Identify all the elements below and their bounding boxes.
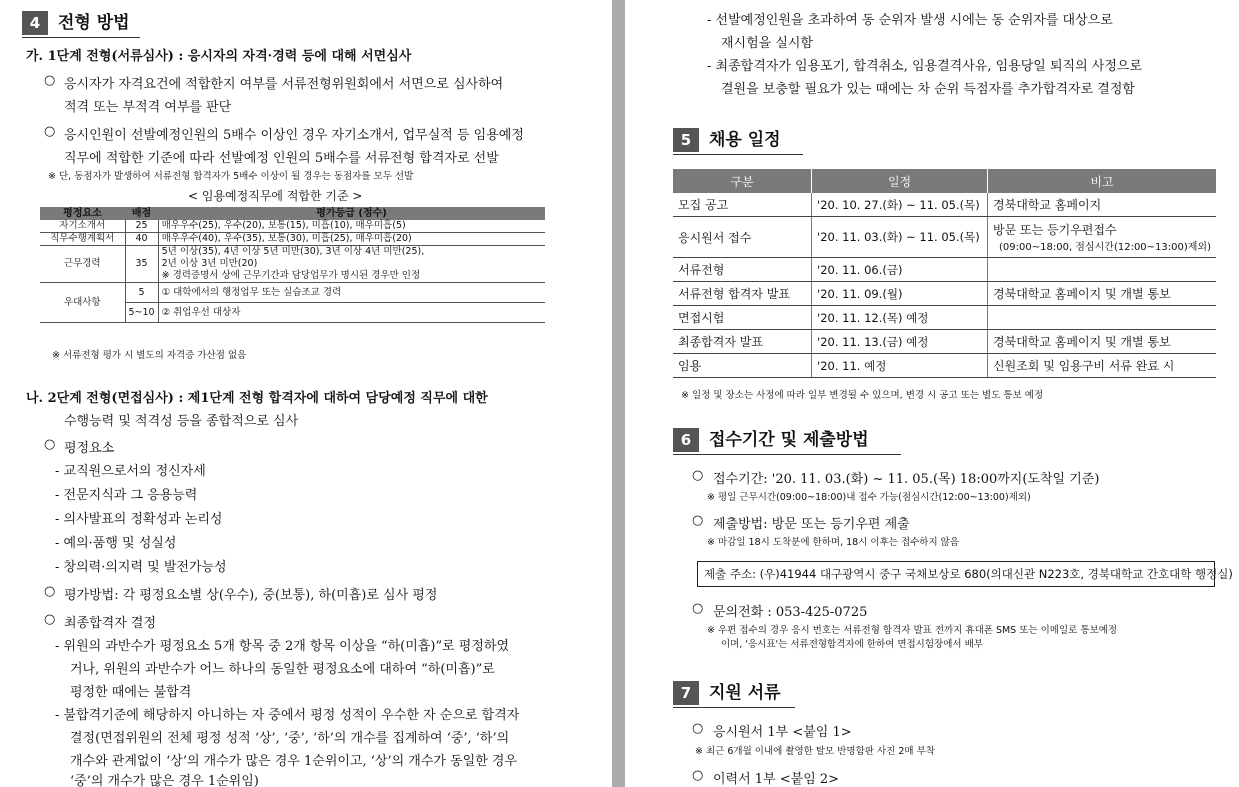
- table-row: [40, 233, 545, 246]
- factor-cell: 직무수행계획서: [40, 233, 125, 246]
- table-row: [40, 220, 545, 233]
- stage1-line: 직무에 적합한 기준에 따라 선발예정 인원의 5배수를 서류전형 합격자로 선발: [64, 151, 499, 166]
- note-cell: [988, 306, 1216, 330]
- final-line: 거나, 위원의 과반수가 어느 하나의 동일한 평정요소에 대하여 “하(미흡)”로: [70, 662, 495, 677]
- item-cell: 임용: [673, 354, 812, 378]
- section-title: 접수기간 및 제출방법: [709, 430, 869, 450]
- schedule-note: ※ 일정 및 장소는 사정에 따라 일부 변경될 수 있으며, 변경 시 공고 또는 별도 통보 예정: [681, 390, 1044, 401]
- schedule-table: [673, 169, 1216, 378]
- table-header: 평가등급 (점수): [158, 207, 545, 220]
- table-row: [673, 193, 1216, 217]
- stage1-line: 적격 또는 부적격 여부를 판단: [64, 100, 232, 115]
- item-cell: 서류전형 합격자 발표: [673, 282, 812, 306]
- contact-text: 문의전화 : 053-425-0725: [713, 605, 868, 620]
- section-5-header: [673, 128, 873, 154]
- section-6-header: [673, 428, 933, 454]
- section-4-header: [22, 11, 222, 37]
- final-label: 최종합격자 결정: [64, 616, 157, 631]
- stage1-heading: 가. 1단계 전형(서류심사) : 응시자의 자격·경력 등에 대해 서면심사: [26, 49, 412, 64]
- address-box: 제출 주소: (우)41944 대구광역시 중구 국채보상로 680(의대신관 N223호, 경북대학교 간호대학 행정실): [697, 561, 1215, 587]
- date-cell: '20. 11. 09.(월): [812, 282, 988, 306]
- rank-line: 결원을 보충할 필요가 있는 때에는 차 순위 득점자를 추가합격자로 결정함: [721, 82, 1135, 97]
- stage1-line: 응시자가 자격요건에 적합한지 여부를 서류전형위원회에서 서면으로 심사하여: [64, 77, 504, 92]
- table-row: [40, 246, 545, 283]
- note-line: (09:00~18:00, 점심시간(12:00~13:00)제외): [999, 242, 1211, 253]
- contact-note: 이며, '응시표'는 서류전형합격자에 한하여 면접시험장에서 배부: [721, 639, 983, 650]
- item-cell: 모집 공고: [673, 193, 812, 217]
- score-cell: 5: [125, 283, 158, 303]
- bullet-circle: ○: [692, 601, 704, 616]
- evaluation-table: [40, 207, 545, 323]
- bullet-circle: ○: [692, 768, 704, 783]
- table-row: [673, 330, 1216, 354]
- factor-cell: 자기소개서: [40, 220, 125, 233]
- submit-text: 제출방법: 방문 또는 등기우편 제출: [713, 517, 910, 532]
- period-note: ※ 평일 근무시간(09:00~18:00)내 접수 가능(점심시간(12:00~13:00)제외): [707, 492, 1031, 503]
- submit-note: ※ 마감일 18시 도착분에 한하며, 18시 이후는 접수하지 않음: [707, 537, 960, 548]
- date-cell: '20. 11. 06.(금): [812, 258, 988, 282]
- section-7-header: [673, 681, 873, 707]
- grade-cell: 매우우수(25), 우수(20), 보통(15), 미흡(10), 매우미흡(5): [158, 220, 545, 233]
- stage1-note: ※ 단, 동점자가 발생하여 서류전형 합격자가 5배수 이상이 될 경우는 동점자를 모두 선발: [48, 171, 414, 182]
- score-cell: 5~10: [125, 303, 158, 323]
- final-line: 결정(면접위원의 전체 평정 성적 ‘상’, ‘중’, ‘하’의 개수를 집계하여 ‘중’, ‘하’의: [70, 731, 510, 746]
- section-title: 채용 일정: [709, 130, 781, 150]
- table-note: ※ 서류전형 평가 시 별도의 자격증 가산점 없음: [52, 350, 247, 361]
- section-title: 전형 방법: [58, 13, 130, 33]
- right-page: [625, 0, 1239, 787]
- table-row: [40, 283, 545, 303]
- table-header: 일정: [812, 169, 988, 193]
- rank-line: - 최종합격자가 임용포기, 합격취소, 임용결격사유, 임용당일 퇴직의 사정으로: [707, 59, 1143, 74]
- table-header: 구분: [673, 169, 812, 193]
- stage2-heading: 나. 2단계 전형(면접심사) : 제1단계 전형 합격자에 대하여 담당예정 직무에 대한: [26, 391, 488, 406]
- stage2-heading-cont: 수행능력 및 적격성 등을 종합적으로 심사: [64, 414, 299, 429]
- note-cell: [988, 217, 1216, 258]
- doc-item: 이력서 1부 <붙임 2>: [713, 772, 840, 787]
- criteria-item: - 예의·품행 및 성실성: [55, 536, 177, 551]
- table-row: [673, 306, 1216, 330]
- final-line: 평정한 때에는 불합격: [70, 685, 192, 700]
- date-cell: '20. 11. 13.(금) 예정: [812, 330, 988, 354]
- bullet-circle: ○: [44, 612, 56, 627]
- doc-note: ※ 최근 6개월 이내에 촬영한 탈모 반명함판 사진 2매 부착: [695, 746, 935, 757]
- date-cell: '20. 11. 12.(목) 예정: [812, 306, 988, 330]
- stage1-line: 응시인원이 선발예정인원의 5배수 이상인 경우 자기소개서, 업무실적 등 임용예정: [64, 128, 524, 143]
- grade-cell: ② 취업우선 대상자: [158, 303, 545, 323]
- table-header: 평정요소: [40, 207, 125, 220]
- table-row: [673, 282, 1216, 306]
- doc-item: 응시원서 1부 <붙임 1>: [713, 725, 852, 740]
- section-number: 5: [673, 128, 699, 152]
- left-page: [0, 0, 612, 787]
- table-caption: < 임용예정직무에 적합한 기준 >: [188, 189, 363, 203]
- note-cell: 신원조회 및 임용구비 서류 완료 시: [988, 354, 1216, 378]
- grade-line: ※ 경력증명서 상에 근무기간과 담당업무가 명시된 경우만 인정: [161, 270, 421, 281]
- score-cell: 25: [125, 220, 158, 233]
- date-cell: '20. 11. 예정: [812, 354, 988, 378]
- item-cell: 면접시험: [673, 306, 812, 330]
- criteria-item: - 창의력·의지력 및 발전가능성: [55, 560, 227, 575]
- date-cell: '20. 11. 03.(화) ~ 11. 05.(목): [812, 217, 988, 258]
- bullet-circle: ○: [692, 468, 704, 483]
- date-cell: '20. 10. 27.(화) ~ 11. 05.(목): [812, 193, 988, 217]
- score-cell: 40: [125, 233, 158, 246]
- score-cell: 35: [125, 246, 158, 283]
- table-header: 배점: [125, 207, 158, 220]
- note-cell: 경북대학교 홈페이지 및 개별 통보: [988, 282, 1216, 306]
- criteria-item: - 의사발표의 정확성과 논리성: [55, 512, 223, 527]
- factor-cell: 우대사항: [40, 283, 125, 323]
- criteria-item: - 전문지식과 그 응용능력: [55, 488, 198, 503]
- bullet-circle: ○: [44, 584, 56, 599]
- final-line: - 위원의 과반수가 평정요소 5개 항목 중 2개 항목 이상을 “하(미흡)”로 평정하였: [55, 639, 510, 654]
- rank-line: 재시험을 실시함: [721, 36, 814, 51]
- table-header: 비고: [988, 169, 1216, 193]
- bullet-circle: ○: [692, 721, 704, 736]
- criteria-item: - 교직원으로서의 정신자세: [55, 464, 206, 479]
- bullet-circle: ○: [44, 73, 56, 88]
- item-cell: 서류전형: [673, 258, 812, 282]
- note-cell: 경북대학교 홈페이지 및 개별 통보: [988, 330, 1216, 354]
- table-row: [673, 354, 1216, 378]
- rank-line: - 선발예정인원을 초과하여 동 순위자 발생 시에는 동 순위자를 대상으로: [707, 13, 1113, 28]
- contact-note: ※ 우편 접수의 경우 응시 번호는 서류전형 합격자 발표 전까지 휴대폰 SMS 또는 이메일로 통보예정: [707, 625, 1118, 636]
- section-title: 지원 서류: [709, 683, 781, 703]
- item-cell: 응시원서 접수: [673, 217, 812, 258]
- grade-cell: 매우우수(40), 우수(35), 보통(30), 미흡(25), 매우미흡(20): [158, 233, 545, 246]
- note-cell: 경북대학교 홈페이지: [988, 193, 1216, 217]
- final-line: 개수와 관계없이 ‘상’의 개수가 많은 경우 1순위이고, ‘상’의 개수가 동일한 경우: [70, 754, 517, 769]
- grade-cell: ① 대학에서의 행정업무 또는 실습조교 경력: [158, 283, 545, 303]
- table-row: [673, 258, 1216, 282]
- eval-method: 평가방법: 각 평정요소별 상(우수), 중(보통), 하(미흡)로 심사 평정: [64, 588, 438, 603]
- period-text: 접수기간: '20. 11. 03.(화) ~ 11. 05.(목) 18:00까지(도착일 기준): [713, 472, 1100, 487]
- criteria-label: 평정요소: [64, 441, 115, 456]
- section-number: 7: [673, 681, 699, 705]
- grade-line: 5년 이상(35), 4년 이상 5년 미만(30), 3년 이상 4년 미만(25),: [161, 246, 425, 257]
- note-cell: [988, 258, 1216, 282]
- final-line: ‘중’의 개수가 많은 경우 1순위임): [70, 774, 259, 787]
- bullet-circle: ○: [692, 513, 704, 528]
- section-number: 6: [673, 428, 699, 452]
- section-number: 4: [22, 11, 48, 35]
- final-line: - 불합격기준에 해당하지 아니하는 자 중에서 평정 성적이 우수한 자 순으로 합격자: [55, 708, 520, 723]
- note-line: 방문 또는 등기우편접수: [993, 223, 1117, 237]
- item-cell: 최종합격자 발표: [673, 330, 812, 354]
- bullet-circle: ○: [44, 124, 56, 139]
- grade-cell: [158, 246, 545, 283]
- grade-line: 2년 이상 3년 미만(20): [161, 258, 258, 269]
- factor-cell: 근무경력: [40, 246, 125, 283]
- bullet-circle: ○: [44, 437, 56, 452]
- table-row: [673, 217, 1216, 258]
